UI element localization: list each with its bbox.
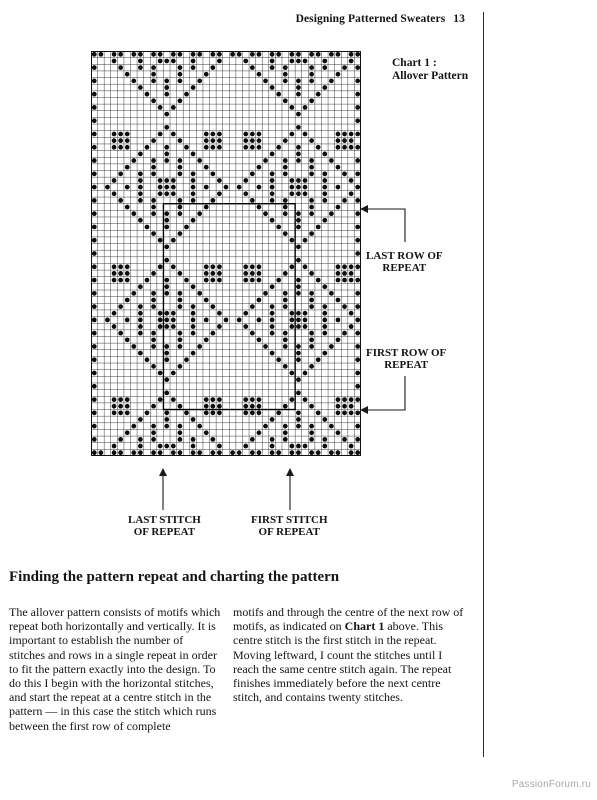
first-row-of-repeat-label: FIRST ROW OF REPEAT: [366, 347, 447, 371]
body-paragraph: The allover pattern consists of motifs which repeat both horizontally and vertically. It is important to establish the number of stitches and rows in a single repeat in order to fit the pattern exactly into the design. To do this I begin with the horizontal stitches, and start the repeat at a centre stitch in the pattern — in this case the stitch which runs between the first row of complete: [9, 605, 221, 733]
watermark: PassionForum.ru: [511, 779, 591, 790]
chart-caption-number: Chart 1 :: [392, 57, 437, 69]
body-column-left: [9, 605, 221, 733]
body-paragraph-continued: motifs and through the centre of the next row of motifs, as indicated on Chart 1 above. This centre stitch is the first stitch in the repeat. Moving leftward, I count the stitches until I reach the same centre stitch again. The repeat finishes immediately before the next centre stitch, and contains twenty stitches.: [233, 605, 464, 705]
chart-caption-title: Allover Pattern: [392, 70, 469, 82]
last-row-of-repeat-label: LAST ROW OF REPEAT: [366, 250, 443, 274]
first-stitch-of-repeat-label: FIRST STITCH OF REPEAT: [251, 514, 328, 538]
last-stitch-of-repeat-label: LAST STITCH OF REPEAT: [128, 514, 201, 538]
page-number: 13: [453, 13, 465, 25]
chart-reference: Chart 1: [344, 619, 385, 634]
running-title: Designing Patterned Sweaters: [295, 13, 446, 25]
body-column-right: [233, 605, 465, 704]
last-row-arrow: [366, 209, 405, 242]
first-row-arrow: [366, 376, 405, 410]
section-heading: Finding the pattern repeat and charting the pattern: [9, 569, 340, 585]
